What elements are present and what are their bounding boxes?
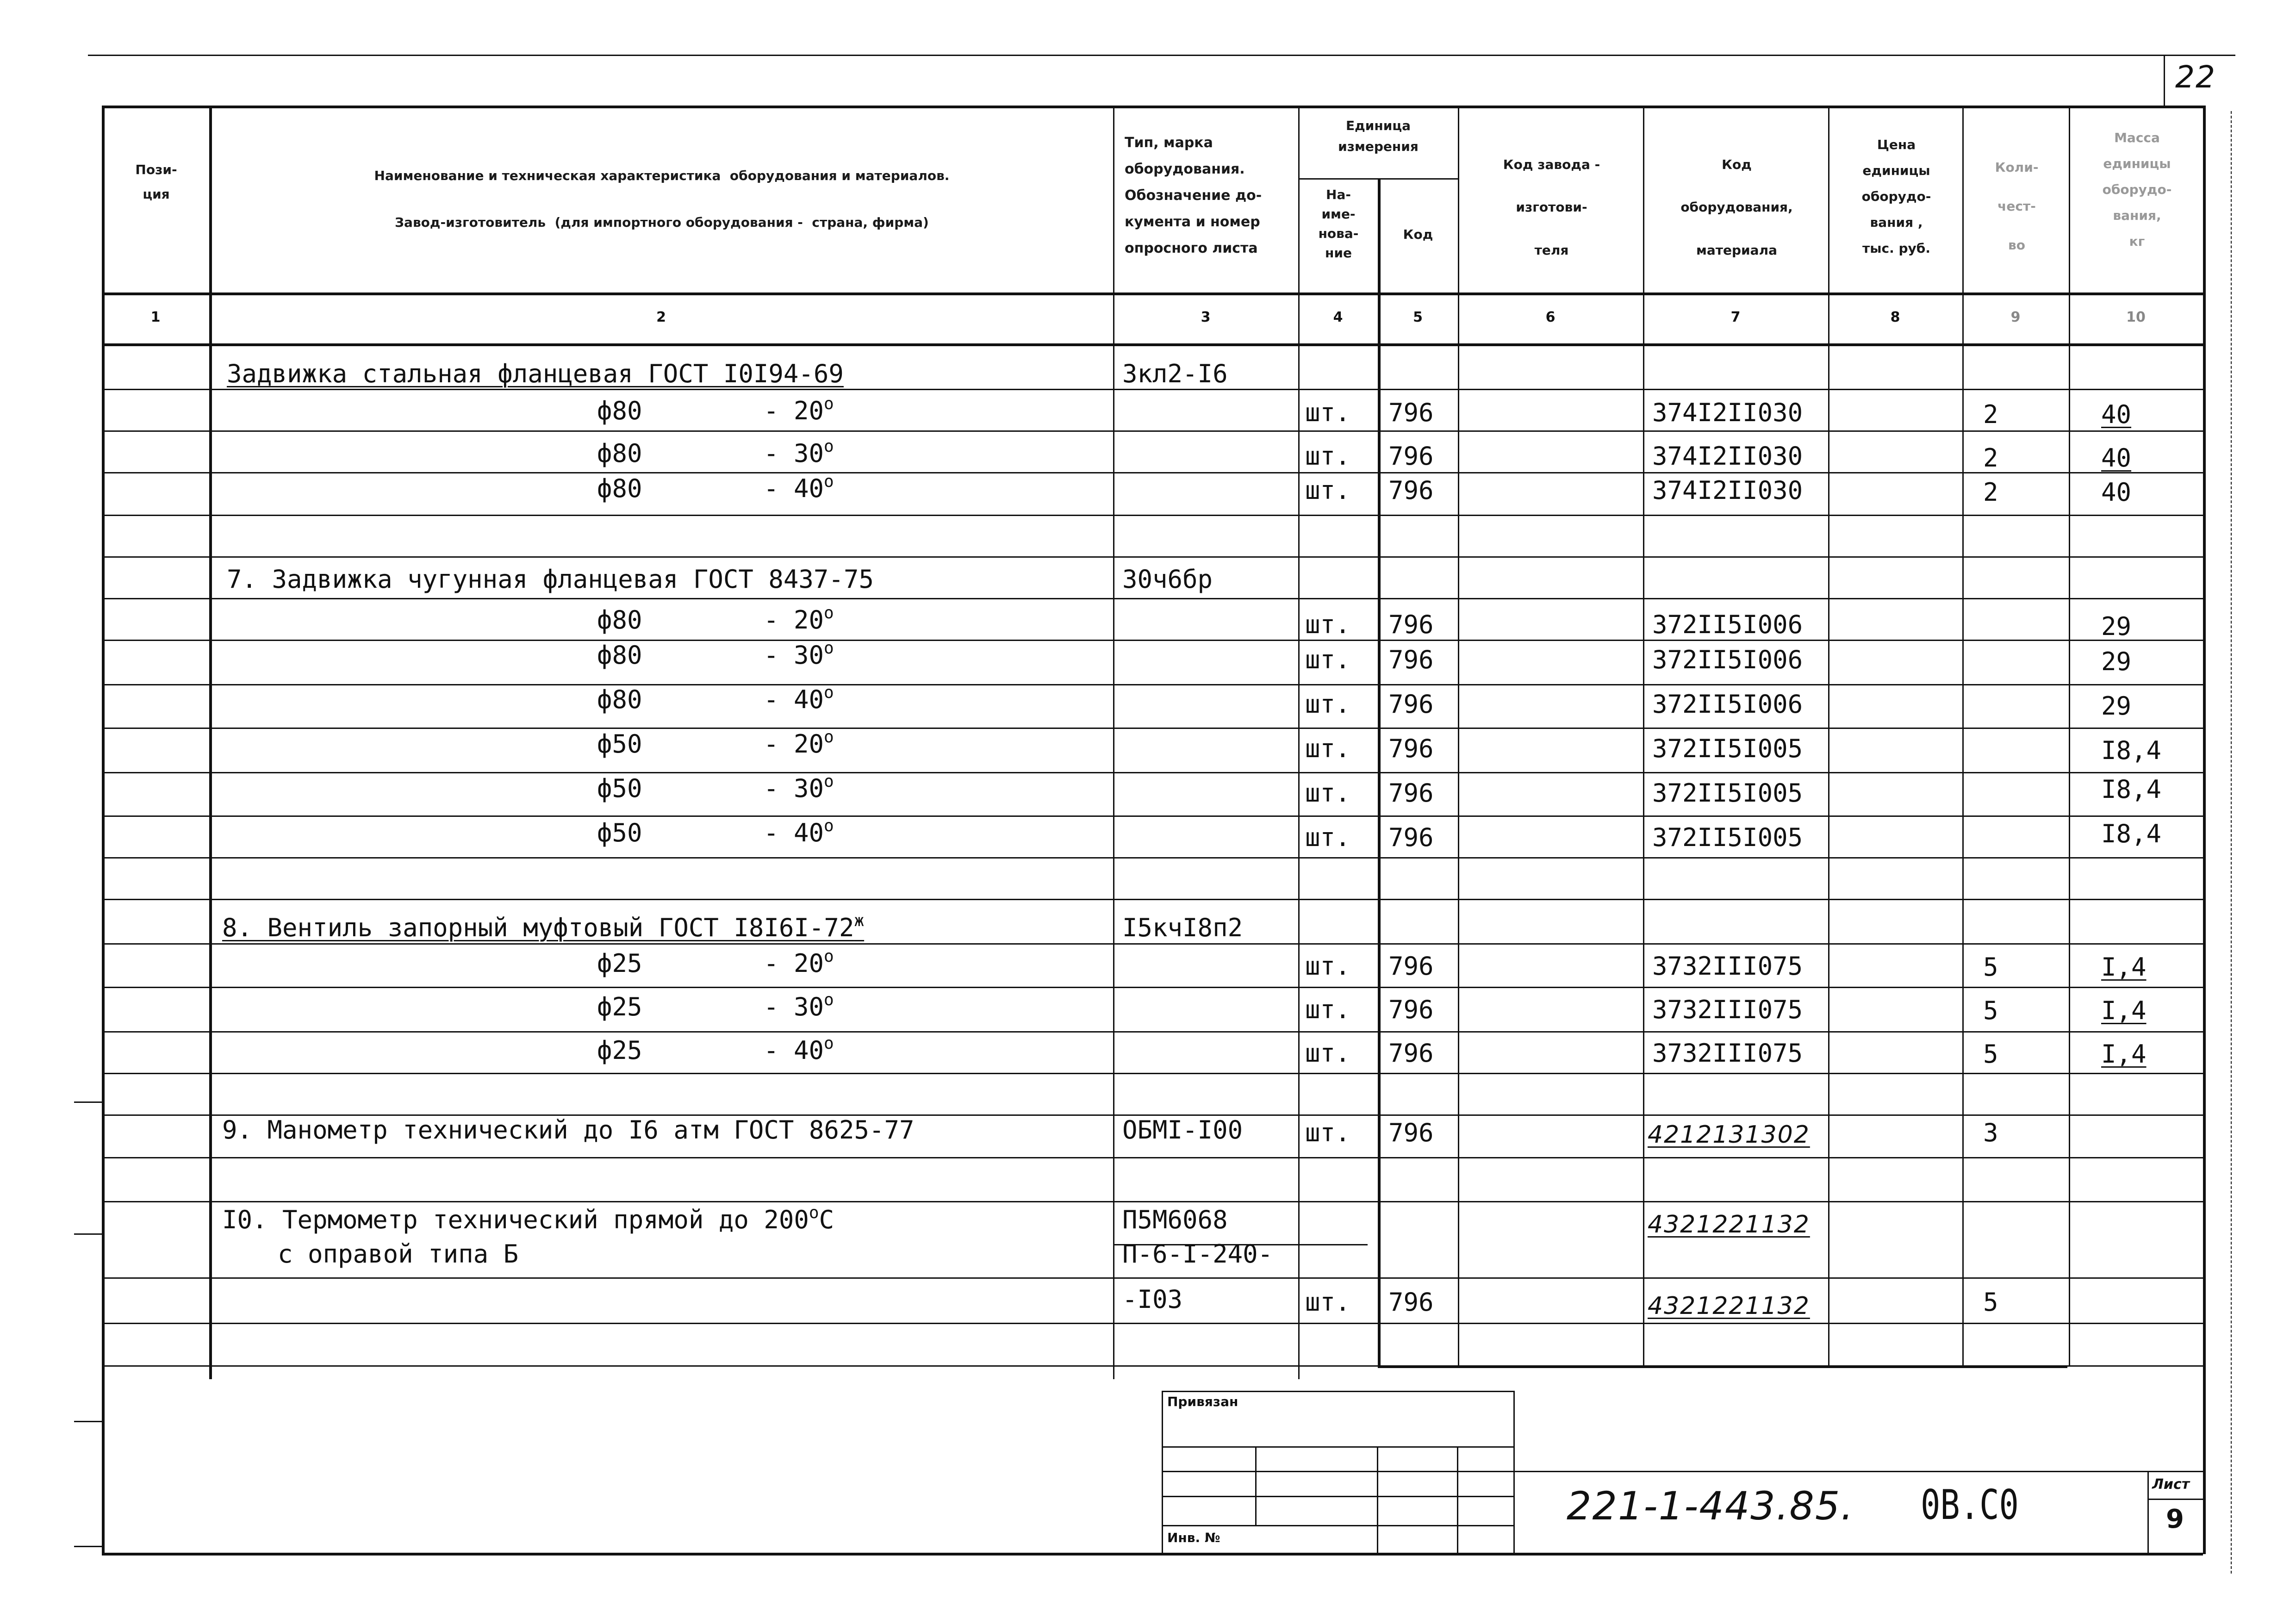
mass: I,4 — [2101, 952, 2147, 982]
unit: шт. — [1305, 778, 1350, 808]
item-type-continued: -I03 — [1122, 1285, 1183, 1314]
item-size: ф80 — [597, 439, 642, 468]
colnum-9: 9 — [2010, 309, 2021, 325]
header-price: Цена единицы оборудо- вания , тыс. руб. — [1861, 137, 1931, 256]
item-size: ф80 — [597, 396, 642, 425]
colnum-1: 1 — [150, 309, 161, 325]
unit: шт. — [1305, 1039, 1350, 1068]
equipment-code: 4321221132 — [1648, 1211, 1810, 1238]
unit-code: 796 — [1388, 645, 1434, 674]
item-name: 8. Вентиль запорный муфтовый ГОСТ $I8I6I-72^ж$ — [222, 911, 865, 942]
equipment-code: 4212131302 — [1648, 1121, 1810, 1149]
colnum-6: 6 — [1545, 309, 1556, 325]
equipment-code: 372II5I006 — [1652, 610, 1803, 639]
quantity: 5 — [1983, 996, 1998, 1025]
quantity: 3 — [1983, 1118, 1998, 1147]
item-name: 9. Манометр технический до I6 атм ГОСТ 8625-77 — [222, 1115, 915, 1145]
header-name: Наименование и техническая характеристика оборудования и материалов. Завод-изготовитель (для импортного оборудования - страна, фирма) — [374, 168, 950, 230]
quantity: 2 — [1983, 478, 1998, 507]
equipment-code: 374I2II030 — [1652, 442, 1803, 471]
header-unit-code: Код — [1403, 227, 1433, 242]
item-size: ф80 — [597, 641, 642, 670]
mass: 40 — [2101, 400, 2132, 429]
margin-tick — [74, 1101, 102, 1103]
stamp-inventory-label: Инв. № — [1167, 1530, 1220, 1545]
item-size: ф50 — [597, 774, 642, 803]
equipment-code: 372II5I005 — [1652, 823, 1803, 852]
item-name: I0. Термометр технический прямой до 200$^o$C — [222, 1203, 834, 1234]
item-size: ф80 — [597, 685, 642, 714]
quantity: 2 — [1983, 400, 1998, 429]
sheet-mark: 22 — [2175, 59, 2216, 95]
unit-code: 796 — [1388, 823, 1434, 852]
item-temp: - 20$^o$ — [764, 947, 834, 978]
equipment-code: 374I2II030 — [1652, 476, 1803, 505]
item-name-continued: с оправой типа Б — [278, 1239, 519, 1269]
unit: шт. — [1305, 690, 1350, 719]
mass: I,4 — [2101, 996, 2147, 1025]
equipment-code: 3732III075 — [1652, 995, 1803, 1024]
quantity: 5 — [1983, 952, 1998, 982]
equipment-code: 374I2II030 — [1652, 398, 1803, 427]
unit: шт. — [1305, 645, 1350, 674]
item-temp: - 30$^o$ — [764, 437, 834, 468]
item-temp: - 30$^o$ — [764, 990, 834, 1021]
item-size: ф25 — [597, 992, 642, 1021]
header-unit: Единица измерения — [1338, 118, 1419, 154]
colnum-4: 4 — [1333, 309, 1343, 325]
quantity: 5 — [1983, 1039, 1998, 1069]
unit-code: 796 — [1388, 1288, 1434, 1317]
colnum-8: 8 — [1890, 309, 1900, 325]
unit-code: 796 — [1388, 690, 1434, 719]
document-code: 0В.С0 — [1921, 1481, 2019, 1529]
unit: шт. — [1305, 952, 1350, 981]
equipment-code: 372II5I006 — [1652, 690, 1803, 719]
unit: шт. — [1305, 1118, 1350, 1147]
colnum-10: 10 — [2126, 309, 2146, 325]
unit: шт. — [1305, 823, 1350, 852]
unit-code: 796 — [1388, 1118, 1434, 1147]
item-type: П5М6068 — [1122, 1205, 1228, 1234]
item-temp: - 20$^o$ — [764, 728, 834, 759]
margin-tick — [74, 1546, 102, 1547]
mass: I8,4 — [2101, 819, 2162, 848]
right-margin-rule — [2231, 111, 2232, 1574]
unit: шт. — [1305, 476, 1350, 505]
item-type: I5кчI8п2 — [1122, 913, 1243, 942]
equipment-code: 372II5I005 — [1652, 734, 1803, 763]
mass: I,4 — [2101, 1039, 2147, 1069]
item-type: 30ч6бр — [1122, 565, 1213, 594]
stamp-attached-label: Привязан — [1167, 1394, 1238, 1409]
header-equipment-code: Код оборудования, материала — [1680, 157, 1793, 258]
mass: 29 — [2101, 647, 2132, 676]
item-temp: - 30$^o$ — [764, 639, 834, 670]
item-type: 3кл2-I6 — [1122, 359, 1228, 388]
unit-code: 796 — [1388, 398, 1434, 427]
item-temp: - 40$^o$ — [764, 816, 834, 847]
header-unit-name: На- име- нова- ние — [1318, 187, 1359, 261]
item-temp: - 20$^o$ — [764, 604, 834, 635]
header-maker-code: Код завода - изготови- теля — [1503, 157, 1600, 258]
unit: шт. — [1305, 398, 1350, 427]
unit-code: 796 — [1388, 476, 1434, 505]
mass: 29 — [2101, 691, 2132, 721]
item-temp: - 40$^o$ — [764, 1034, 834, 1065]
margin-tick — [74, 1233, 102, 1235]
unit: шт. — [1305, 734, 1350, 763]
unit: шт. — [1305, 1288, 1350, 1317]
item-temp: - 20$^o$ — [764, 394, 834, 425]
equipment-code: 4321221132 — [1648, 1292, 1810, 1320]
item-size: ф25 — [597, 949, 642, 978]
colnum-2: 2 — [656, 309, 666, 325]
colnum-7: 7 — [1730, 309, 1741, 325]
item-temp: - 30$^o$ — [764, 772, 834, 803]
unit-code: 796 — [1388, 442, 1434, 471]
quantity: 5 — [1983, 1288, 1998, 1317]
sheet-mark-divider — [2164, 55, 2165, 106]
equipment-code: 372II5I005 — [1652, 778, 1803, 808]
item-size: ф25 — [597, 1036, 642, 1065]
header-position: Пози- ция — [135, 162, 177, 202]
quantity: 2 — [1983, 443, 1998, 473]
sheet-label: Лист — [2152, 1476, 2190, 1493]
unit-code: 796 — [1388, 734, 1434, 763]
top-border — [88, 55, 2235, 56]
mass: I8,4 — [2101, 775, 2162, 804]
unit: шт. — [1305, 610, 1350, 639]
unit: шт. — [1305, 995, 1350, 1024]
header-qty: Коли- чест- во — [1995, 160, 2039, 253]
item-temp: - 40$^o$ — [764, 683, 834, 714]
equipment-code: 3732III075 — [1652, 1039, 1803, 1068]
item-size: ф50 — [597, 729, 642, 759]
header-type: Тип, марка оборудования. Обозначение до- кумента и номер опросного листа — [1125, 135, 1262, 256]
margin-tick — [74, 1421, 102, 1422]
item-type: ОБМI-I00 — [1122, 1115, 1243, 1145]
mass: 40 — [2101, 478, 2132, 507]
unit-code: 796 — [1388, 1039, 1434, 1068]
mass: 29 — [2101, 612, 2132, 641]
unit-code: 796 — [1388, 610, 1434, 639]
item-size: ф80 — [597, 605, 642, 635]
item-name: 7. Задвижка чугунная фланцевая ГОСТ 8437-75 — [227, 565, 874, 594]
item-type-continued: П-6-I-240- — [1122, 1239, 1273, 1269]
header-mass: Масса единицы оборудо- вания, кг — [2102, 130, 2172, 249]
item-temp: - 40$^o$ — [764, 472, 834, 503]
mass: 40 — [2101, 443, 2132, 473]
item-size: ф80 — [597, 474, 642, 503]
equipment-code: 372II5I006 — [1652, 645, 1803, 674]
item-size: ф50 — [597, 818, 642, 847]
sheet-number: 9 — [2166, 1504, 2184, 1534]
unit-code: 796 — [1388, 952, 1434, 981]
unit-code: 796 — [1388, 995, 1434, 1024]
document-number: 221-1-443.85. — [1567, 1483, 1854, 1529]
colnum-5: 5 — [1413, 309, 1423, 325]
unit-code: 796 — [1388, 778, 1434, 808]
colnum-3: 3 — [1201, 309, 1211, 325]
item-name: Задвижка стальная фланцевая ГОСТ I0I94-69 — [227, 359, 844, 388]
equipment-code: 3732III075 — [1652, 952, 1803, 981]
mass: I8,4 — [2101, 736, 2162, 765]
unit: шт. — [1305, 442, 1350, 471]
